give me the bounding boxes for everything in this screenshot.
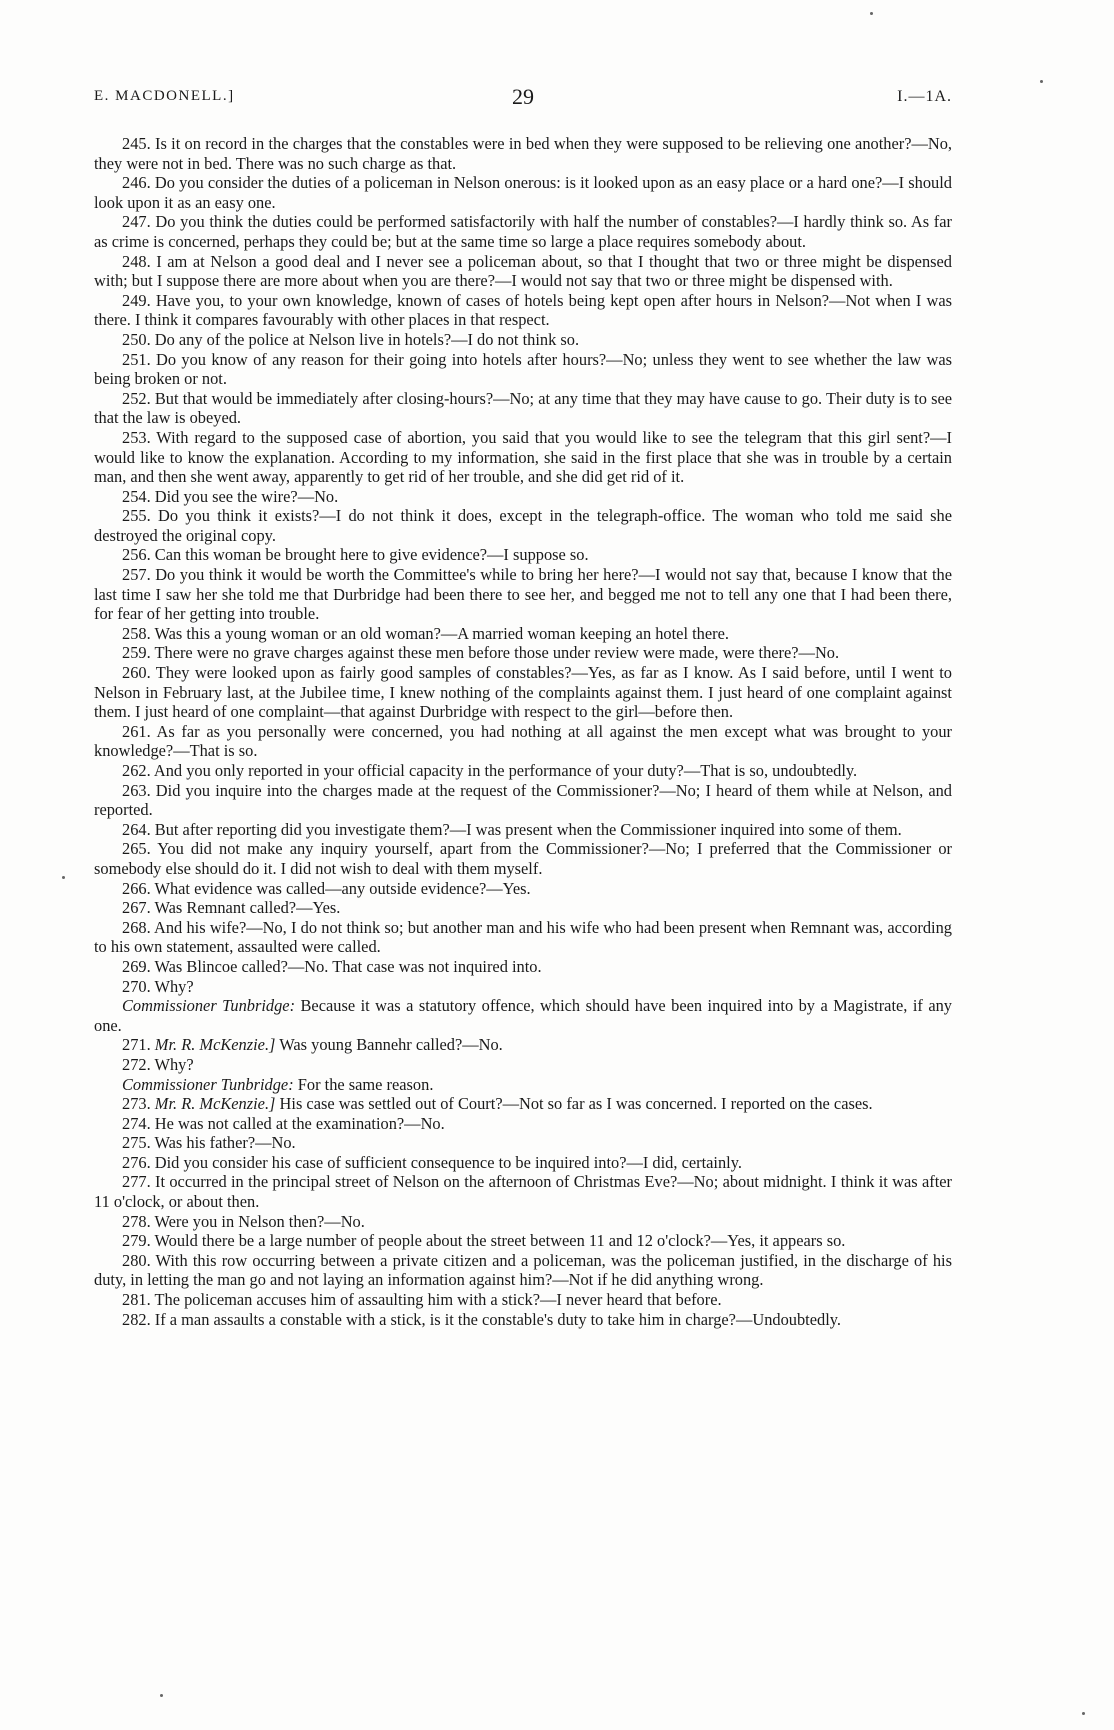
paragraph-text: 259. There were no grave charges against these men before those under review were made, were there?—No. (122, 643, 840, 663)
paragraph-text: 267. Was Remnant called?—Yes. (122, 898, 341, 918)
qa-paragraph (94, 1290, 952, 1310)
qa-paragraph (94, 781, 952, 820)
paragraph-text: 258. Was this a young woman or an old woman?—A married woman keeping an hotel there. (122, 623, 729, 643)
paragraph-text: 246. Do you consider the duties of a policeman in Nelson onerous: is it looked upon as an easy place or a hard one?—I should look upon it as an easy one. (94, 173, 952, 212)
qa-paragraph (94, 898, 952, 918)
speaker-label: Mr. R. McKenzie.] (154, 1094, 276, 1114)
paragraph-text: 248. I am at Nelson a good deal and I never see a policeman about, so that I thought that two or three might be dispensed with; but I suppose there are more about when you are there?—I would not say that two or three might be dispensed with. (94, 251, 952, 291)
scan-speck (160, 1694, 163, 1697)
paragraph-text: 256. Can this woman be brought here to give evidence?—I suppose so. (122, 545, 589, 565)
qa-paragraph (94, 918, 952, 957)
qa-paragraph (94, 350, 952, 389)
qa-paragraph (94, 1075, 952, 1095)
qa-paragraph (94, 1310, 952, 1330)
scan-speck (62, 876, 65, 879)
paragraph-text: 247. Do you think the duties could be performed satisfactorily with half the number of constables?—I hardly think so. As far as crime is concerned, perhaps they could be; but at the same time so large a place requires somebody about. (94, 212, 952, 251)
qa-paragraph (94, 1114, 952, 1134)
qa-paragraph (94, 291, 952, 330)
qa-paragraph (94, 545, 952, 565)
page-number: 29 (512, 84, 534, 109)
qa-paragraph (94, 643, 952, 663)
qa-paragraph (94, 879, 952, 899)
qa-paragraph (94, 212, 952, 251)
paragraph-text: 264. But after reporting did you investigate them?—I was present when the Commissioner inquired into some of them. (122, 819, 902, 839)
paper-reference: I.—1A. (897, 88, 952, 105)
paragraph-text: 251. Do you know of any reason for their going into hotels after hours?—No; unless they went to see whether the law was being broken or not. (94, 349, 952, 389)
paragraph-text: 279. Would there be a large number of people about the street between 11 and 12 o'clock?—Yes, it appears so. (122, 1231, 846, 1251)
qa-paragraph (94, 957, 952, 977)
qa-paragraph (94, 428, 952, 487)
qa-paragraph (94, 252, 952, 291)
scan-speck (1082, 1712, 1085, 1715)
qa-paragraph (94, 1133, 952, 1153)
paragraph-text: 272. Why? (122, 1054, 194, 1074)
paragraph-text: 278. Were you in Nelson then?—No. (122, 1211, 365, 1231)
paragraph-text: 250. Do any of the police at Nelson live in hotels?—I do not think so. (122, 329, 580, 349)
paragraph-text: 265. You did not make any inquiry yourself, apart from the Commissioner?—No; I preferred that the Commissioner or somebody else should do it. I did not wish to deal with them myself. (94, 839, 952, 878)
speaker-label: Mr. R. McKenzie.] (154, 1035, 276, 1055)
qa-paragraph (94, 1212, 952, 1232)
paragraph-text: 249. Have you, to your own knowledge, known of cases of hotels being kept open after hours in Nelson?—Not when I was there. I think it compares favourably with other places in that respect. (94, 290, 952, 330)
paragraph-text: 276. Did you consider his case of sufficient consequence to be inquired into?—I did, certainly. (122, 1152, 742, 1172)
qa-paragraph (94, 1035, 952, 1055)
qa-paragraph (94, 820, 952, 840)
paragraph-text: For the same reason. (297, 1074, 434, 1094)
paragraph-text: 257. Do you think it would be worth the Committee's while to bring her here?—I would not say that, because I know that the last time I saw her she told me that Durbridge had been there to see her, and begged me not to tell any one that I had been there, for fear of her getting into trouble. (94, 565, 952, 624)
paragraph-text: 262. And you only reported in your official capacity in the performance of your duty?—That is so, undoubtedly. (122, 761, 858, 780)
qa-paragraph (94, 624, 952, 644)
paragraph-text: 275. Was his father?—No. (122, 1133, 296, 1153)
paragraph-text: 260. They were looked upon as fairly good samples of constables?—Yes, as far as I know. As I said before, until I went to Nelson in February last, at the Jubilee time, I knew nothing of the complaints against them. I just heard of one complaint against them. I just heard of one complaint—that against Durbridge with respect to the girl—before then. (94, 663, 952, 722)
scan-speck (1040, 80, 1043, 83)
qa-paragraph (94, 487, 952, 507)
qa-paragraph (94, 1231, 952, 1251)
qa-paragraph (94, 1251, 952, 1290)
page-header (94, 84, 952, 114)
document-body (94, 134, 952, 1329)
qa-paragraph (94, 663, 952, 722)
paragraph-text: 266. What evidence was called—any outside evidence?—Yes. (122, 878, 531, 898)
question-number: 273. (122, 1094, 151, 1114)
qa-paragraph (94, 1172, 952, 1211)
paragraph-text: 245. Is it on record in the charges that the constables were in bed when they were supposed to be relieving one another?—No, they were not in bed. There was no such charge as that. (94, 134, 952, 173)
qa-paragraph (94, 330, 952, 350)
paragraph-text: 261. As far as you personally were concerned, you had nothing at all against the men except what was brought to your knowledge?—That is so. (94, 721, 952, 761)
paragraph-text: His case was settled out of Court?—Not so far as I was concerned. I reported on the cases. (279, 1094, 873, 1114)
qa-paragraph (94, 134, 952, 173)
qa-paragraph (94, 722, 952, 761)
paragraph-text: 255. Do you think it exists?—I do not think it does, except in the telegraph-office. The woman who told me said she destroyed the original copy. (94, 506, 952, 545)
speaker-label: Commissioner Tunbridge: (122, 996, 296, 1016)
paragraph-text: 270. Why? (122, 976, 194, 996)
qa-paragraph (94, 839, 952, 878)
qa-paragraph (94, 996, 952, 1035)
header-witness-name: E. MACDONELL.] (94, 88, 235, 104)
paragraph-text: 277. It occurred in the principal street of Nelson on the afternoon of Christmas Eve?—No; about midnight. I think it was after 11 o'clock, or about then. (94, 1172, 952, 1212)
qa-paragraph (94, 1055, 952, 1075)
qa-paragraph (94, 565, 952, 624)
speaker-label: Commissioner Tunbridge: (122, 1074, 294, 1094)
qa-paragraph (94, 506, 952, 545)
paragraph-text: 274. He was not called at the examination?—No. (122, 1113, 445, 1133)
paragraph-text: 281. The policeman accuses him of assaulting him with a stick?—I never heard that before. (122, 1290, 722, 1310)
paragraph-text: 282. If a man assaults a constable with a stick, is it the constable's duty to take him in charge?—Undoubtedly. (122, 1309, 841, 1329)
paragraph-text: 268. And his wife?—No, I do not think so; but another man and his wife who had been present when Remnant was, according to his own statement, assaulted were called. (94, 917, 952, 957)
paragraph-text: 263. Did you inquire into the charges made at the request of the Commissioner?—No; I heard of them while at Nelson, and reported. (94, 780, 952, 820)
qa-paragraph (94, 1094, 952, 1114)
paragraph-text: Because it was a statutory offence, which should have been inquired into by a Magistrate, if any one. (94, 996, 952, 1035)
paragraph-text: 269. Was Blincoe called?—No. That case was not inquired into. (122, 956, 542, 976)
qa-paragraph (94, 1153, 952, 1173)
paragraph-text: 280. With this row occurring between a private citizen and a policeman, was the policeman justified, in the discharge of his duty, in letting the man go and not laying an information against him?—Not if he did anything wrong. (94, 1250, 952, 1290)
paragraph-text: 252. But that would be immediately after closing-hours?—No; at any time that they may have cause to go. Their duty is to see that the law is obeyed. (94, 388, 952, 428)
qa-paragraph (94, 977, 952, 997)
qa-paragraph (94, 389, 952, 428)
scan-speck (870, 12, 873, 15)
question-number: 271. (122, 1035, 151, 1055)
paragraph-text: Was young Bannehr called?—No. (279, 1035, 503, 1055)
paragraph-text: 253. With regard to the supposed case of abortion, you said that you would like to see the telegram that this girl sent?—I would like to know the explanation. According to my information, she said in the first place that she was in trouble by a certain man, and then she went away, apparently to get rid of her trouble, and she did get rid of it. (94, 427, 952, 487)
paragraph-text: 254. Did you see the wire?—No. (122, 486, 339, 506)
qa-paragraph (94, 173, 952, 212)
qa-paragraph (94, 761, 952, 781)
